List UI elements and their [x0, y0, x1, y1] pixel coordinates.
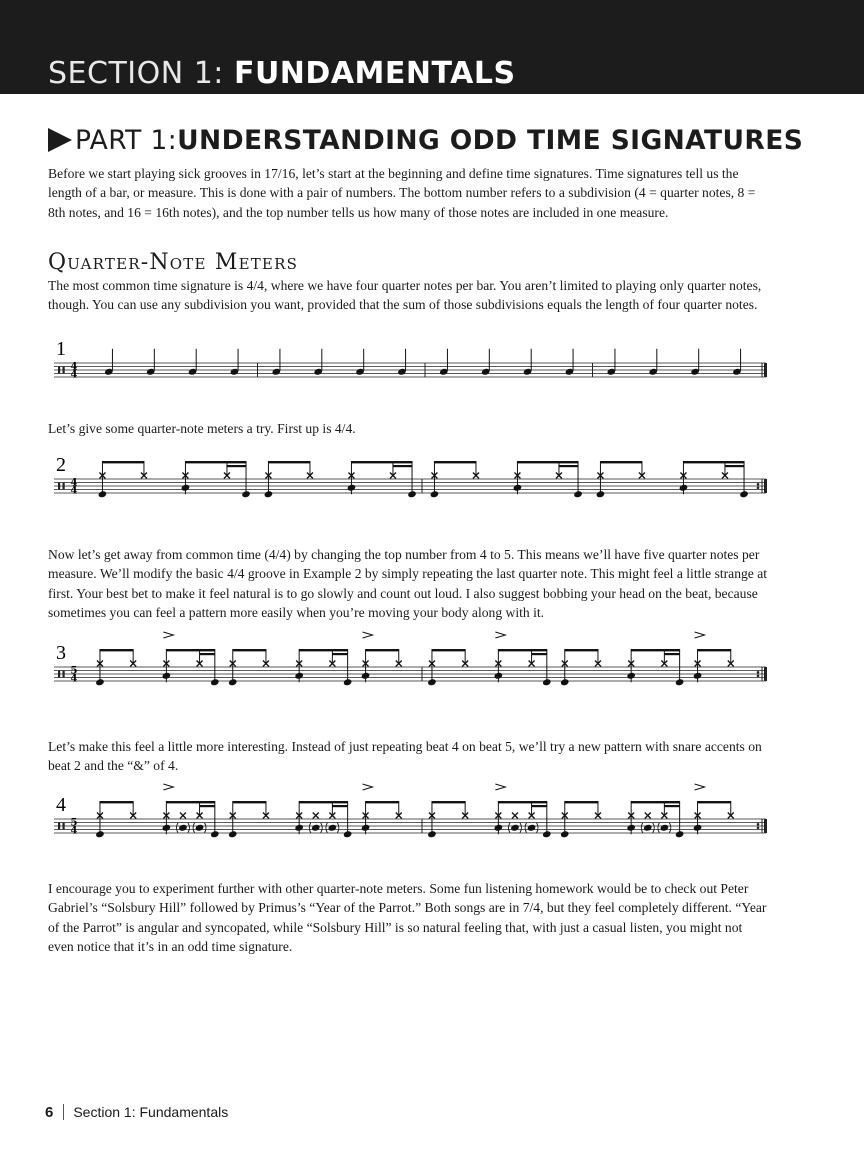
example-number: 2 — [56, 454, 66, 476]
note-beam — [498, 801, 546, 803]
part-title-prefix: PART 1: — [75, 124, 178, 156]
time-signature-bottom: 4 — [70, 673, 78, 685]
note-beam — [366, 801, 399, 803]
ghost-parenthesis — [326, 823, 328, 833]
time-signature-top: 5 — [70, 817, 78, 829]
note-beam — [166, 801, 214, 803]
note-beam — [698, 801, 731, 803]
note-beam — [725, 465, 744, 467]
note-beam — [631, 801, 679, 803]
page-footer — [45, 1102, 228, 1122]
hihat-x-notehead — [645, 813, 651, 819]
ghost-parenthesis — [520, 823, 522, 833]
hihat-x-notehead — [180, 813, 186, 819]
note-beam — [532, 805, 547, 807]
note-beam — [600, 461, 642, 463]
ghost-parenthesis — [653, 823, 655, 833]
note-beam — [432, 801, 465, 803]
five-beat-paragraph: Now let’s get away from common time (4/4) by changing the top number from 4 to 5. This means we’ll have five quarter notes per measure. We’ll modify the basic 4/4 groove in Example 2 by simply repeating the last quarter note. This might feel a little strange at first. Your best bet to make it feel natural is to go slowly and count out loud. I also suggest bobbing your head on the beat, because sometimes you can feel a pattern more easily when you’re moving your body along with it. — [48, 547, 768, 621]
percussion-clef-icon — [63, 483, 65, 490]
note-beam — [434, 461, 476, 463]
snare-ghost-notehead — [510, 824, 520, 832]
repeat-dot — [757, 671, 760, 674]
note-beam — [366, 649, 399, 651]
section-title-prefix: SECTION 1: — [48, 56, 234, 91]
repeat-dot — [757, 674, 760, 677]
part-title-name: UNDERSTANDING ODD TIME SIGNATURES — [177, 124, 804, 156]
time-signature-top: 4 — [70, 361, 78, 373]
notation-staff — [44, 452, 774, 512]
note-beam — [432, 649, 465, 651]
example-number: 3 — [56, 642, 66, 664]
accent-mark — [163, 632, 173, 638]
time-signature-bottom: 4 — [70, 485, 78, 497]
subheading-quarter-note-meters: Quarter-Note Meters — [48, 250, 299, 275]
ghost-parenthesis — [508, 823, 510, 833]
note-beam — [565, 801, 598, 803]
time-signature-top: 5 — [70, 665, 78, 677]
example-4 — [44, 782, 774, 852]
part-title — [48, 122, 803, 158]
snare-ghost-notehead — [527, 824, 537, 832]
ghost-parenthesis — [641, 823, 643, 833]
note-beam — [268, 461, 310, 463]
percussion-clef-icon — [63, 671, 65, 678]
note-beam — [351, 461, 412, 463]
example-number: 4 — [56, 794, 66, 816]
snare-ghost-notehead — [643, 824, 653, 832]
note-beam — [532, 653, 547, 655]
hihat-x-notehead — [313, 813, 319, 819]
barline — [764, 667, 767, 681]
intro-paragraph: Before we start playing sick grooves in 17/16, let’s start at the beginning and define time signatures. Time signatures tell us the length of a bar, or measure. This is done with a pair of numbers. The bottom number refers to a subdivision (4 = quarter notes, 8 = 8th notes, and 16 = 16th notes), and the top number tells us how many of those notes are included in one measure. — [48, 166, 756, 220]
snare-ghost-notehead — [195, 824, 205, 832]
barline — [764, 363, 767, 377]
try-paragraph: Let’s give some quarter-note meters a try. First up is 4/4. — [48, 421, 356, 436]
section-title — [48, 54, 516, 94]
ghost-parenthesis — [537, 823, 539, 833]
note-beam — [332, 653, 347, 655]
percussion-clef-icon — [58, 483, 60, 490]
section-header-bar — [0, 0, 864, 94]
note-beam — [559, 465, 578, 467]
accent-mark — [363, 632, 373, 638]
example-2 — [44, 452, 774, 512]
note-beam — [393, 465, 412, 467]
ghost-parenthesis — [176, 823, 178, 833]
ghost-parenthesis — [337, 823, 339, 833]
note-beam — [565, 649, 598, 651]
note-beam — [498, 649, 546, 651]
note-beam — [664, 653, 679, 655]
time-signature-bottom: 4 — [70, 825, 78, 837]
note-beam — [200, 653, 215, 655]
note-beam — [100, 649, 133, 651]
accent-mark — [363, 784, 373, 790]
note-beam — [233, 801, 266, 803]
note-beam — [200, 805, 215, 807]
footer-divider — [63, 1104, 64, 1120]
accent-mark — [695, 784, 705, 790]
ghost-parenthesis — [188, 823, 190, 833]
accent-mark — [163, 784, 173, 790]
snare-ghost-notehead — [660, 824, 670, 832]
ghost-parenthesis — [669, 823, 671, 833]
percussion-clef-icon — [58, 823, 60, 830]
notation-staff — [44, 336, 774, 396]
example-1 — [44, 336, 774, 396]
footer-section-label: Section 1: Fundamentals — [73, 1104, 229, 1120]
note-beam — [517, 461, 578, 463]
meters-paragraph: The most common time signature is 4/4, where we have four quarter notes per bar. You aren’t limited to playing only quarter notes, though. You can use any subdivision you want, provided that the sum of those subdivisions equals the length of four quarter notes. — [48, 278, 762, 313]
note-beam — [683, 461, 744, 463]
note-beam — [332, 805, 347, 807]
repeat-dot — [757, 486, 760, 489]
ghost-parenthesis — [193, 823, 195, 833]
notation-staff — [44, 782, 774, 852]
barline — [764, 479, 767, 493]
ghost-parenthesis — [309, 823, 311, 833]
note-beam — [102, 461, 144, 463]
repeat-dot — [757, 823, 760, 826]
homework-paragraph: I encourage you to experiment further with other quarter-note meters. Some fun listening homework would be to check out Peter Gabriel’s “Solsbury Hill” followed by Primus’s “Year of the Parrot.” Both songs are in 7/4, but they feel completely different. “Year of the Parrot” is angular and syncopated, while “Solsbury Hill” is so natural feeling that, with just a casual listen, you might not even notice that it’s in an odd time signature. — [48, 881, 767, 955]
hihat-x-notehead — [512, 813, 518, 819]
page-number: 6 — [45, 1103, 54, 1121]
percussion-clef-icon — [58, 671, 60, 678]
ghost-parenthesis — [205, 823, 207, 833]
example-3 — [44, 622, 774, 700]
example-number: 1 — [56, 338, 66, 360]
snare-ghost-notehead — [311, 824, 321, 832]
note-beam — [698, 649, 731, 651]
percussion-clef-icon — [63, 367, 65, 374]
note-beam — [227, 465, 246, 467]
ghost-parenthesis — [321, 823, 323, 833]
snare-ghost-notehead — [178, 824, 188, 832]
section-title-name: FUNDAMENTALS — [233, 56, 516, 91]
time-signature-top: 4 — [70, 477, 78, 489]
accent-mark — [495, 632, 505, 638]
note-beam — [185, 461, 246, 463]
note-beam — [664, 805, 679, 807]
part-triangle-icon — [48, 128, 72, 152]
accent-mark — [495, 784, 505, 790]
repeat-dot — [757, 483, 760, 486]
accents-paragraph: Let’s make this feel a little more interesting. Instead of just repeating beat 4 on beat 5, we’ll try a new pattern with snare accents on beat 2 and the “&” of 4. — [48, 739, 762, 774]
percussion-clef-icon — [58, 367, 60, 374]
note-beam — [631, 649, 679, 651]
accent-mark — [695, 632, 705, 638]
note-beam — [299, 649, 347, 651]
note-beam — [233, 649, 266, 651]
percussion-clef-icon — [63, 823, 65, 830]
ghost-parenthesis — [525, 823, 527, 833]
repeat-dot — [757, 826, 760, 829]
time-signature-bottom: 4 — [70, 369, 78, 381]
ghost-parenthesis — [658, 823, 660, 833]
note-beam — [100, 801, 133, 803]
notation-staff — [44, 622, 774, 700]
snare-ghost-notehead — [328, 824, 338, 832]
note-beam — [299, 801, 347, 803]
note-beam — [166, 649, 214, 651]
barline — [764, 819, 767, 833]
